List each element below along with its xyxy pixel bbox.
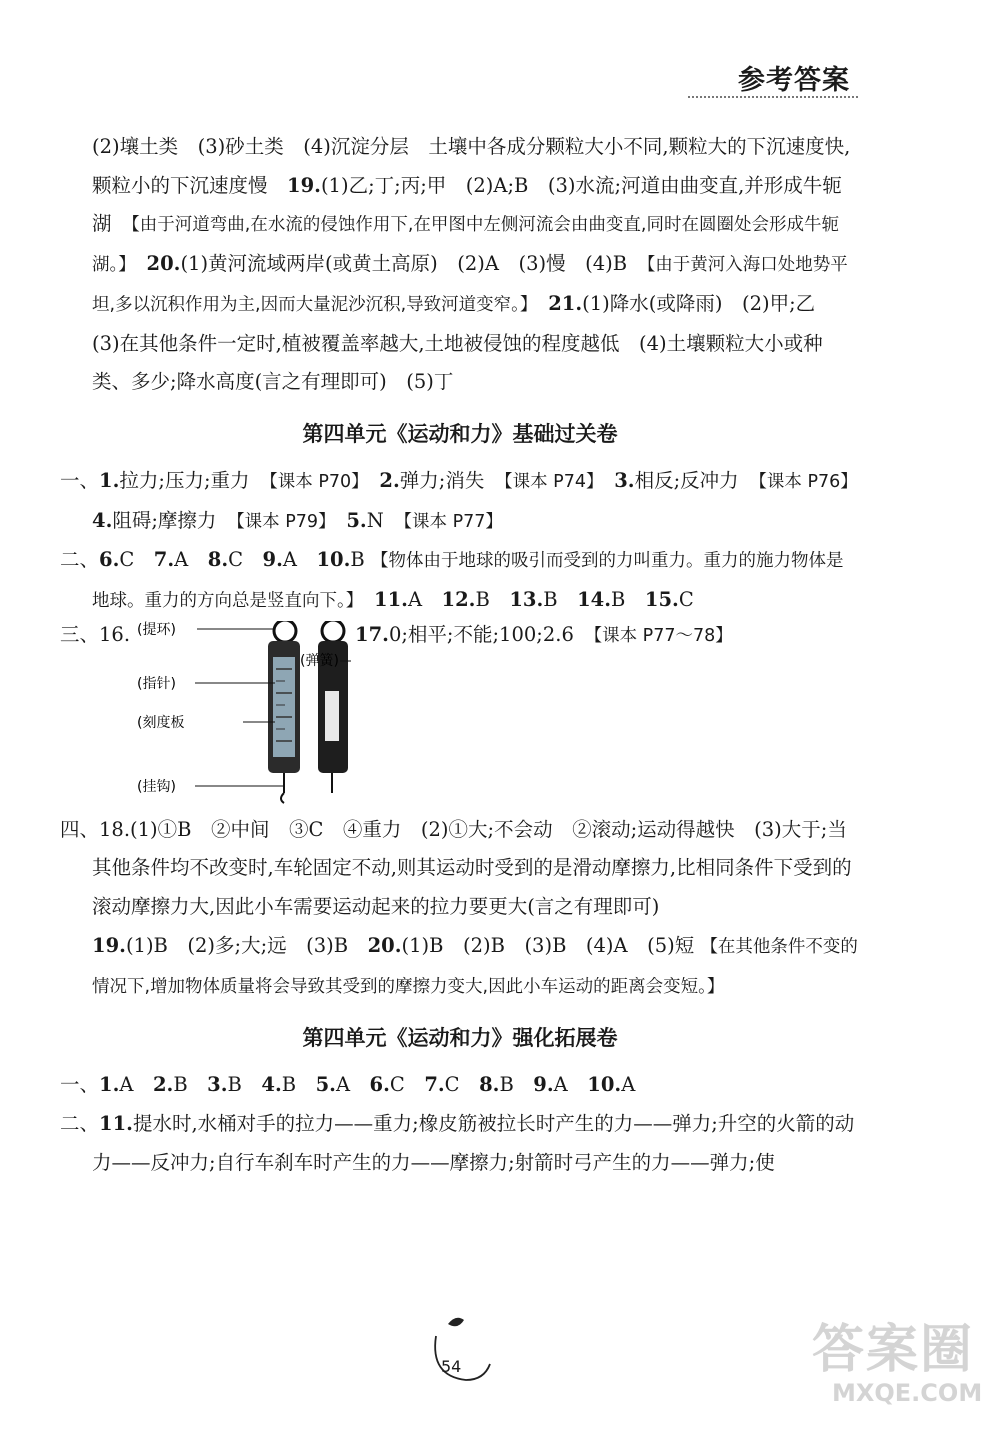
spring-scale-figure — [135, 621, 355, 811]
textbook-ref: 【课本 P76】 — [758, 471, 850, 492]
explanation-note: 【物体由于地球的吸引而受到的力叫重力。重力的施力物体是地球。重力的方向总是竖直向下。】 — [92, 551, 844, 612]
answer-text: A — [407, 588, 442, 612]
answer-text: 拉力;压力;重力 — [119, 468, 270, 492]
question-number: 3. — [594, 468, 635, 492]
question-number: 11. — [354, 588, 408, 612]
question-number: 19. — [287, 173, 321, 197]
answer-text: C — [228, 548, 263, 572]
question-number: 2. — [359, 468, 400, 492]
header-title: 参考答案 — [738, 65, 850, 96]
question-number: 14. — [577, 588, 612, 612]
figure-label-handle: (提环) — [137, 621, 176, 638]
answer-text: C — [119, 548, 154, 572]
answer-text: B — [281, 1073, 316, 1097]
section1-part3 — [60, 621, 860, 811]
answer-text: A — [174, 548, 208, 572]
answer-text: 弹力;消失 — [399, 468, 504, 492]
explanation-note: 【由于河道弯曲,在水流的侵蚀作用下,在甲图中左侧河流会由曲变直,同时在圆圈处会形成牛轭湖。】 — [92, 215, 839, 276]
answer-text: A — [553, 1073, 588, 1097]
part-lead: 一、 — [60, 468, 100, 492]
watermark-logo — [812, 1322, 982, 1408]
question-number: 20. — [127, 252, 181, 276]
question-number: 4. — [92, 468, 869, 532]
section2-part1 — [60, 1066, 860, 1105]
question-number: 12. — [441, 588, 476, 612]
section-title: 第四单元《运动和力》强化拓展卷 — [302, 1026, 618, 1051]
explanation-note: 【由于黄河入海口处地势平坦,多以沉积作用为主,因而大量泥沙沉积,导致河道变窄。】 — [92, 255, 848, 315]
answer-text: A — [335, 1073, 370, 1097]
question-number: 17. — [355, 622, 389, 646]
figure-label-spring: (弹簧) — [300, 652, 339, 669]
header-divider — [688, 96, 858, 98]
question-number: 9. — [262, 548, 283, 572]
question-number: 15. — [644, 588, 679, 612]
answer-text: B — [227, 1073, 262, 1097]
question-number: 20. — [367, 933, 402, 957]
answer-text: (1)B (2)多;大;远 (3)B — [125, 933, 368, 957]
question-number: 10. — [587, 1073, 622, 1097]
answer-text: B — [350, 548, 371, 572]
question-number: 3. — [207, 1073, 228, 1097]
question-number: 5. — [315, 1073, 336, 1097]
question-number: 8. — [207, 548, 229, 572]
part-lead: 三、16. — [60, 622, 131, 646]
question-number: 5. — [326, 508, 367, 532]
answer-text: N — [366, 508, 404, 532]
answer-text: (1)①B ②中间 ③C ④重力 (2)①大;不会动 ②滚动;运动得越快 (3)大于;当其他条件均不改变时,车轮固定不动,则其运动时受到的是滑动摩擦力,比相同条件下受到的滚动摩擦力大,因此小车需要运动起来的拉力要更大(言之有理即可) — [92, 817, 852, 919]
figure-label-pointer: (指针) — [137, 675, 176, 692]
answer-text: A — [621, 1073, 636, 1097]
figure-label-hook: (挂钩) — [137, 778, 176, 795]
section1-part4 — [60, 811, 860, 1007]
part-lead: 一、 — [60, 1073, 100, 1097]
question-number: 6. — [99, 548, 120, 572]
answer-text: C — [444, 1073, 480, 1097]
page-content — [60, 128, 869, 1182]
answer-text: 阻碍;摩擦力 — [112, 508, 236, 532]
spring-scale-back-icon — [318, 621, 348, 793]
answer-text: A — [282, 548, 317, 572]
textbook-ref: 【课本 P77～78】 — [593, 625, 733, 646]
watermark-text: 答案圈 — [812, 1320, 975, 1380]
answer-text: 提水时,水桶对手的拉力——重力;橡皮筋被拉长时产生的力——弹力;升空的火箭的动力——反冲力;自行车刹车时产生的力——摩擦力;射箭时弓产生的力——弹力;使 — [92, 1111, 855, 1174]
question-number: 4. — [261, 1073, 282, 1097]
question-number: 7. — [424, 1073, 445, 1097]
answer-text: C — [678, 588, 694, 612]
textbook-ref: 【课本 P74】 — [503, 471, 595, 492]
answer-text: B — [173, 1073, 208, 1097]
part-lead: 二、 — [60, 1111, 100, 1135]
answer-text: (2)壤土类 (3)砂土类 (4)沉淀分层 土壤中各成分颗粒大小不同,颗粒大的下沉速度快,颗粒小的下沉速度慢 — [92, 135, 851, 197]
answer-text: 相反;反冲力 — [634, 468, 759, 492]
explanation-note: 【在其他条件不变的情况下,增加物体质量将会导致其受到的摩擦力变大,因此小车运动的距离会变短。】 — [92, 936, 858, 997]
question-number: 21. — [528, 291, 583, 315]
answer-17 — [355, 621, 733, 650]
answer-text: B — [499, 1073, 534, 1097]
textbook-ref: 【课本 P70】 — [269, 471, 360, 492]
answer-text: B — [543, 588, 578, 612]
section-title: 第四单元《运动和力》基础过关卷 — [302, 421, 618, 446]
question-number: 1. — [99, 468, 120, 492]
prev-section-answers — [60, 128, 860, 402]
answer-text: (1)B (2)B (3)B (4)A (5)短 — [401, 933, 701, 957]
question-number: 11. — [99, 1111, 133, 1135]
answer-text: A — [119, 1073, 153, 1097]
answer-text: B — [611, 588, 645, 612]
figure-label-scale-plate: (刻度板 — [137, 714, 185, 731]
question-number: 6. — [369, 1073, 390, 1097]
spring-scale-front-icon — [268, 621, 300, 803]
answer-text: B — [475, 588, 510, 612]
page-number: 54 — [441, 1357, 462, 1376]
question-number: 2. — [152, 1073, 174, 1097]
question-number: 7. — [153, 548, 175, 572]
section1-part2 — [60, 541, 860, 620]
answer-text: (1)黄河流域两岸(或黄土高原) (2)A (3)慢 (4)B — [180, 252, 647, 276]
watermark-url: MXQE.COM — [832, 1379, 983, 1407]
question-number: 19. — [92, 933, 126, 957]
page-number-ornament-icon — [428, 1312, 498, 1384]
part-lead: 二、 — [60, 548, 100, 572]
answer-text: (1)乙;丁;丙;甲 (2)A;B (3)水流;河道由曲变直,并形成牛轭湖 — [92, 173, 842, 236]
question-number: 13. — [509, 588, 544, 612]
answer-text: (1)降水(或降雨) (2)甲;乙 (3)在其他条件一定时,植被覆盖率越大,土地被侵蚀的程度越低 (4)土壤颗粒大小或种类、多少;降水高度(言之有理即可) (5)丁 — [92, 291, 835, 394]
question-number: 9. — [533, 1073, 554, 1097]
part-lead: 四、18. — [60, 817, 131, 841]
answer-text: C — [389, 1073, 425, 1097]
textbook-ref: 【课本 P77】 — [403, 511, 503, 532]
question-number: 1. — [99, 1073, 120, 1097]
section2-part2 — [60, 1105, 860, 1182]
question-number: 10. — [316, 548, 351, 572]
question-number: 8. — [479, 1073, 500, 1097]
section1-part1 — [60, 462, 869, 541]
textbook-ref: 【课本 P79】 — [235, 511, 327, 532]
answer-text: 0;相平;不能;100;2.6 — [388, 622, 594, 646]
